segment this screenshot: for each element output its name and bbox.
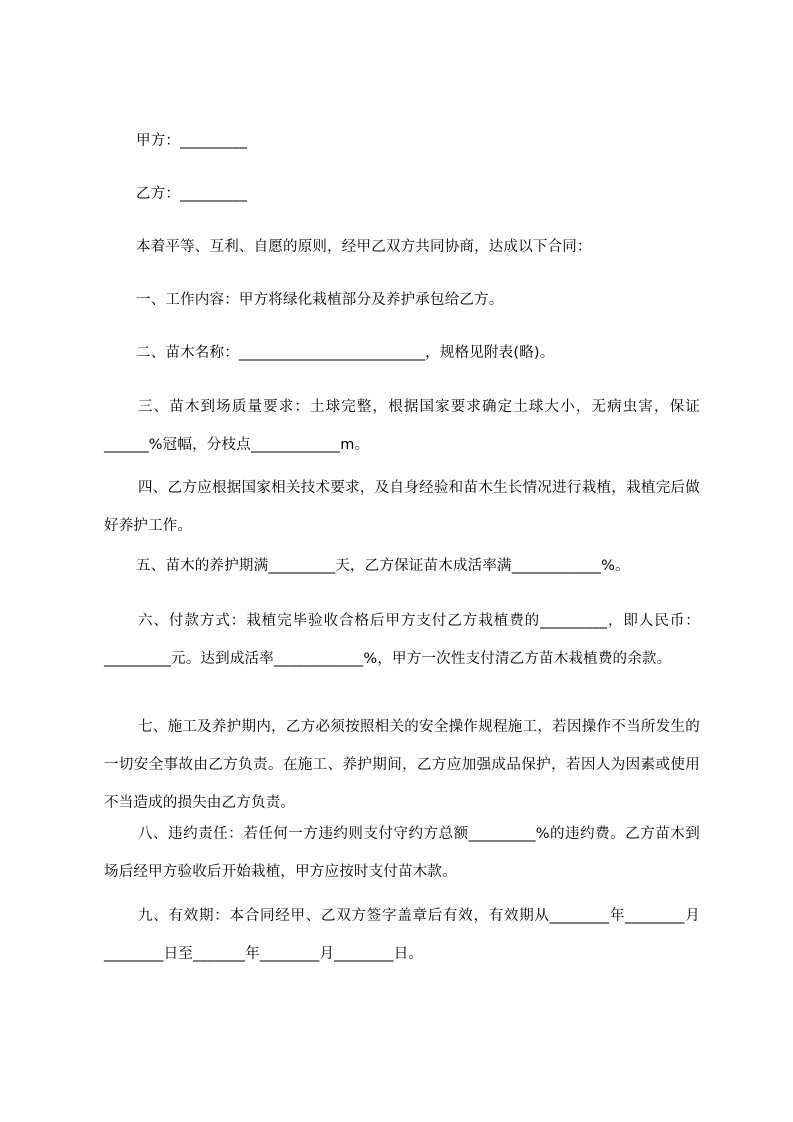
party-a-line: 甲方：_________ bbox=[136, 133, 248, 149]
intro-paragraph: 本着平等、互利、自愿的原则，经甲乙双方共同协商，达成以下合同： bbox=[136, 239, 592, 255]
clause-8: 八、违约责任：若任何一方违约则支付守约方总额_________%的违约费。乙方苗木到场后经甲方验收后开始栽植，甲方应按时支付苗木款。 bbox=[104, 826, 700, 880]
party-b-line: 乙方：_________ bbox=[136, 186, 248, 202]
clause-9: 九、有效期：本合同经甲、乙双方签字盖章后有效，有效期从________年________月________日至_______年________月________日。 bbox=[104, 908, 700, 962]
clause-7: 七、施工及养护期内，乙方必须按照相关的安全操作规程施工，若因操作不当所发生的一切安全事故由乙方负责。在施工、养护期间，乙方应加强成品保护，若因人为因素或使用不当造成的损失由乙方负责。 bbox=[104, 719, 700, 811]
clause-5: 五、苗木的养护期满_________天，乙方保证苗木成活率满____________%。 bbox=[136, 558, 630, 574]
clause-1: 一、工作内容：甲方将绿化栽植部分及养护承包给乙方。 bbox=[136, 292, 504, 308]
clause-4: 四、乙方应根据国家相关技术要求，及自身经验和苗木生长情况进行栽植，栽植完后做好养护工作。 bbox=[104, 480, 700, 534]
clause-6: 六、付款方式：栽植完毕验收合格后甲方支付乙方栽植费的_________，即人民币：_________元。达到成活率____________%，甲方一次性支付清乙方苗木栽植费的余款。 bbox=[104, 613, 700, 667]
clause-2: 二、苗木名称：_________________________，规格见附表(略)。 bbox=[136, 345, 555, 361]
clause-3: 三、苗木到场质量要求：土球完整，根据国家要求确定土球大小，无病虫害，保证______%冠幅，分枝点____________m。 bbox=[104, 399, 700, 453]
